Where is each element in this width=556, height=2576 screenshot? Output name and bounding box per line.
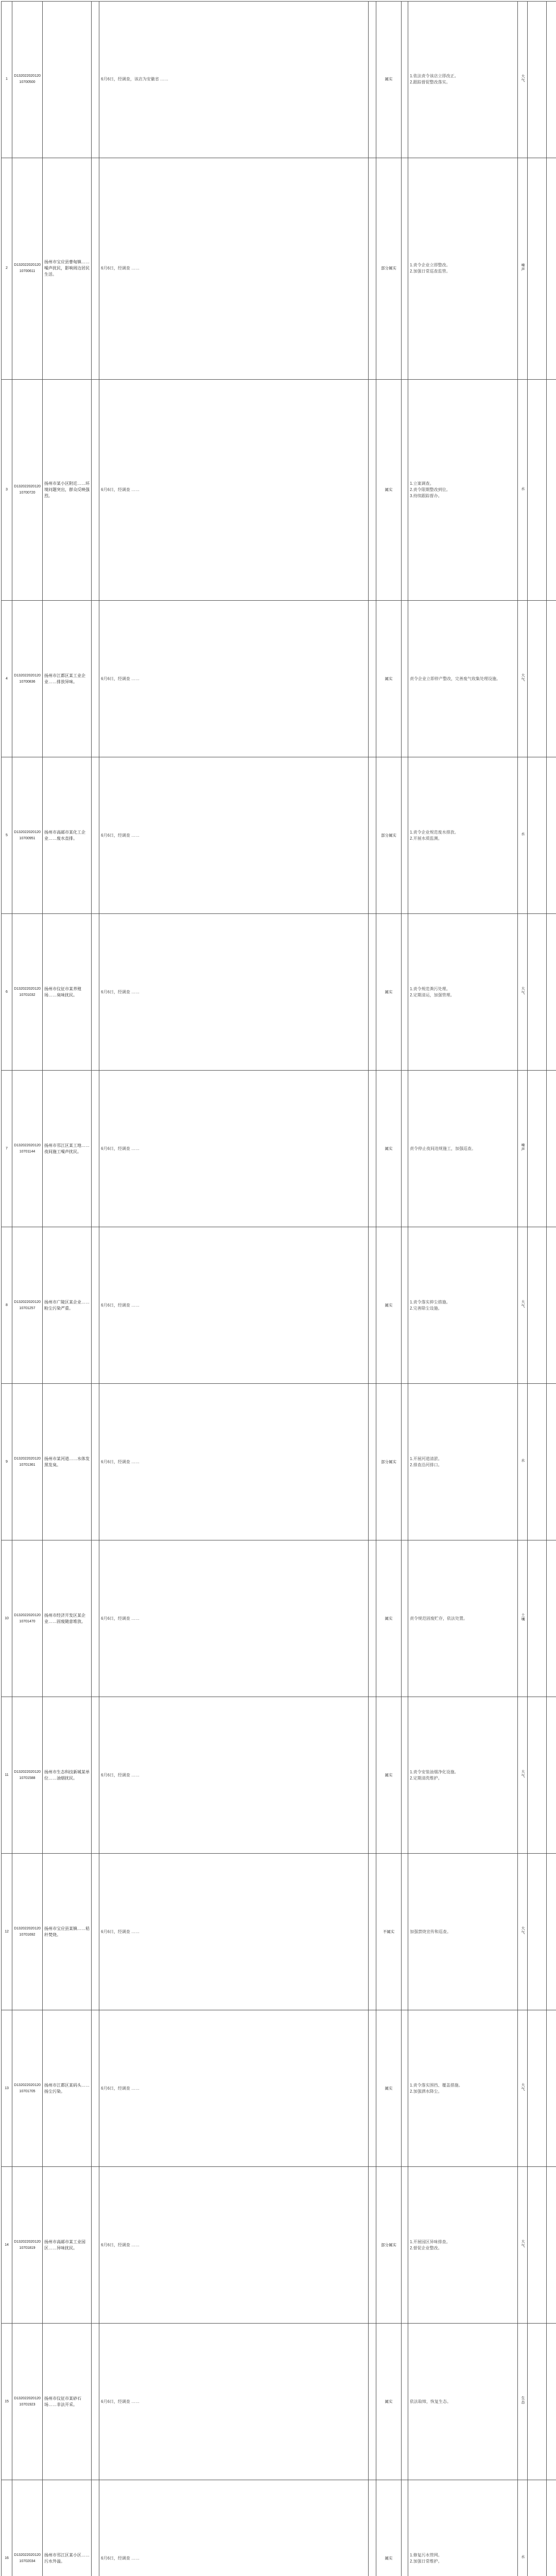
investigation-process: 6月6日，经调查 …… — [99, 2324, 369, 2480]
pollution-category: 噪声 — [518, 1071, 528, 1227]
row-number: 7 — [2, 1071, 12, 1227]
investigation-result: 部分属实 — [376, 1384, 402, 1540]
complaint-subject — [43, 2, 92, 158]
pollution-category: 大气 — [518, 1697, 528, 1854]
blank-cell — [402, 2010, 408, 2167]
handling-measures: 加强禁烧宣传和巡查。 — [408, 1854, 518, 2010]
blank-cell — [92, 2480, 99, 2576]
blank-cell — [369, 1384, 376, 1540]
blank-cell — [92, 2324, 99, 2480]
investigation-process: 6月6日，经调查 …… — [99, 2480, 369, 2576]
blank-cell — [547, 2324, 556, 2480]
table-row — [2, 1071, 556, 1227]
case-id: D13202202012010700836 — [12, 601, 43, 757]
investigation-process: 6月6日，经调查 …… — [99, 379, 369, 601]
complaint-subject: 扬州市广陵区某企业……粉尘污染严重。 — [43, 1227, 92, 1384]
pollution-category: 土壤 — [518, 1540, 528, 1697]
blank-cell — [369, 1697, 376, 1854]
investigation-result: 属实 — [376, 1227, 402, 1384]
table-row — [2, 914, 556, 1071]
blank-cell — [528, 601, 547, 757]
complaint-subject: 扬州市高邮市某工业园区……异味扰民。 — [43, 2167, 92, 2324]
handling-measures: 1.依法责令该店立即改正。 2.跟踪督促整改落实。 — [408, 2, 518, 158]
blank-cell — [528, 379, 547, 601]
complaint-subject: 扬州市江都区某码头……扬尘污染。 — [43, 2010, 92, 2167]
blank-cell — [402, 2167, 408, 2324]
case-id: D13202202012010701257 — [12, 1227, 43, 1384]
blank-cell — [402, 1384, 408, 1540]
blank-cell — [369, 2010, 376, 2167]
table-row — [2, 1384, 556, 1540]
blank-cell — [528, 2480, 547, 2576]
handling-measures: 1.责令企业规范废水排放。 2.开展水质监测。 — [408, 757, 518, 914]
blank-cell — [547, 379, 556, 601]
blank-cell — [402, 1071, 408, 1227]
blank-cell — [92, 914, 99, 1071]
handling-measures: 1.开展河道清淤。 2.排查沿河排口。 — [408, 1384, 518, 1540]
blank-cell — [547, 2480, 556, 2576]
blank-cell — [402, 2, 408, 158]
investigation-process: 6月6日，经调查 …… — [99, 1384, 369, 1540]
blank-cell — [547, 1071, 556, 1227]
pollution-category: 噪声 — [518, 158, 528, 379]
complaint-subject: 扬州市经济开发区某企业……固废随意堆放。 — [43, 1540, 92, 1697]
handling-measures: 1.开展园区异味排查。 2.督促企业整改。 — [408, 2167, 518, 2324]
row-number: 10 — [2, 1540, 12, 1697]
blank-cell — [92, 379, 99, 601]
table-row — [2, 2167, 556, 2324]
investigation-process: 6月6日，经调查 …… — [99, 2010, 369, 2167]
blank-cell — [92, 1697, 99, 1854]
case-id: D13202202012010700611 — [12, 158, 43, 379]
blank-cell — [528, 2167, 547, 2324]
blank-cell — [369, 2, 376, 158]
pollution-category: 水 — [518, 2480, 528, 2576]
blank-cell — [92, 2167, 99, 2324]
complaint-subject: 扬州市仪征市某砂石场……非法开采。 — [43, 2324, 92, 2480]
case-id: D13202202012010700951 — [12, 757, 43, 914]
blank-cell — [92, 1854, 99, 2010]
case-id: D13202202012010701705 — [12, 2010, 43, 2167]
complaint-subject: 扬州市江都区某工业企业……排放异味。 — [43, 601, 92, 757]
pollution-category: 水 — [518, 1384, 528, 1540]
blank-cell — [547, 1697, 556, 1854]
row-number: 4 — [2, 601, 12, 757]
blank-cell — [402, 379, 408, 601]
pollution-category: 大气 — [518, 2, 528, 158]
blank-cell — [92, 1227, 99, 1384]
pollution-category: 大气 — [518, 914, 528, 1071]
blank-cell — [369, 2480, 376, 2576]
investigation-process: 6月6日，经调查 …… — [99, 1697, 369, 1854]
case-id: D13202202012010701144 — [12, 1071, 43, 1227]
investigation-process: 6月6日，经调查 …… — [99, 1540, 369, 1697]
handling-measures: 1.责令落实抑尘措施。 2.完善除尘设施。 — [408, 1227, 518, 1384]
blank-cell — [547, 1854, 556, 2010]
blank-cell — [528, 2010, 547, 2167]
table-row — [2, 2, 556, 158]
table-row — [2, 1854, 556, 2010]
case-id: D13202202012010701361 — [12, 1384, 43, 1540]
table-row — [2, 379, 556, 601]
pollution-category: 水 — [518, 757, 528, 914]
blank-cell — [547, 757, 556, 914]
investigation-result: 部分属实 — [376, 757, 402, 914]
handling-measures: 1.立案调查。 2.责令限期整改到位。 3.持续跟踪督办。 — [408, 379, 518, 601]
investigation-result: 属实 — [376, 2, 402, 158]
blank-cell — [402, 601, 408, 757]
complaint-subject: 扬州市生态科技新城某单位……油烟扰民。 — [43, 1697, 92, 1854]
handling-measures: 责令停止夜间违规施工，加强巡查。 — [408, 1071, 518, 1227]
blank-cell — [528, 757, 547, 914]
blank-cell — [547, 1227, 556, 1384]
case-id: D13202202012010702034 — [12, 2480, 43, 2576]
investigation-process: 6月6日，经调查 …… — [99, 1854, 369, 2010]
blank-cell — [92, 1540, 99, 1697]
row-number: 2 — [2, 158, 12, 379]
case-id: D13202202012010701588 — [12, 1697, 43, 1854]
blank-cell — [92, 1384, 99, 1540]
case-id: D13202202012010701923 — [12, 2324, 43, 2480]
blank-cell — [528, 158, 547, 379]
investigation-result: 部分属实 — [376, 158, 402, 379]
investigation-result: 属实 — [376, 2324, 402, 2480]
handling-measures: 依法取缔，恢复生态。 — [408, 2324, 518, 2480]
case-id: D13202202012010701692 — [12, 1854, 43, 2010]
investigation-result: 属实 — [376, 1697, 402, 1854]
investigation-process: 6月6日，经调查，该店为安徽省 …… — [99, 2, 369, 158]
row-number: 12 — [2, 1854, 12, 2010]
investigation-process: 6月6日，经调查 …… — [99, 1227, 369, 1384]
blank-cell — [547, 158, 556, 379]
row-number: 16 — [2, 2480, 12, 2576]
blank-cell — [528, 1854, 547, 2010]
blank-cell — [547, 1384, 556, 1540]
table-row — [2, 2480, 556, 2576]
blank-cell — [528, 1227, 547, 1384]
blank-cell — [402, 914, 408, 1071]
investigation-result: 属实 — [376, 2010, 402, 2167]
blank-cell — [369, 1071, 376, 1227]
investigation-process: 6月6日，经调查 …… — [99, 601, 369, 757]
handling-measures: 1.责令安装油烟净化设施。 2.定期清洗维护。 — [408, 1697, 518, 1854]
blank-cell — [528, 1540, 547, 1697]
pollution-category: 大气 — [518, 2167, 528, 2324]
row-number: 11 — [2, 1697, 12, 1854]
handling-measures: 1.责令落实围挡、覆盖措施。 2.加强洒水降尘。 — [408, 2010, 518, 2167]
case-id: D13202202012010701819 — [12, 2167, 43, 2324]
blank-cell — [547, 1540, 556, 1697]
table-row — [2, 1540, 556, 1697]
investigation-result: 属实 — [376, 1071, 402, 1227]
row-number: 15 — [2, 2324, 12, 2480]
blank-cell — [528, 1071, 547, 1227]
handling-measures: 责令企业立即停产整改，完善废气收集处理设施。 — [408, 601, 518, 757]
table-row — [2, 158, 556, 379]
blank-cell — [92, 2010, 99, 2167]
complaint-subject: 扬州市邗江区某小区……污水外溢。 — [43, 2480, 92, 2576]
row-number: 13 — [2, 2010, 12, 2167]
table-row — [2, 1697, 556, 1854]
blank-cell — [528, 1697, 547, 1854]
handling-measures: 责令规范固废贮存，依法处置。 — [408, 1540, 518, 1697]
investigation-process: 6月6日，经调查 …… — [99, 2167, 369, 2324]
blank-cell — [547, 2, 556, 158]
blank-cell — [92, 757, 99, 914]
case-id: D13202202012010700720 — [12, 379, 43, 601]
blank-cell — [528, 1384, 547, 1540]
blank-cell — [369, 2167, 376, 2324]
complaint-subject: 扬州市某小区附近……环境问题突出，群众反映强烈。 — [43, 379, 92, 601]
blank-cell — [402, 2480, 408, 2576]
blank-cell — [528, 2, 547, 158]
row-number: 3 — [2, 379, 12, 601]
blank-cell — [402, 158, 408, 379]
table-row — [2, 1227, 556, 1384]
pollution-category: 大气 — [518, 1227, 528, 1384]
investigation-result: 属实 — [376, 601, 402, 757]
handling-measures: 1.责令规范粪污处理。 2.定期清运，加强管理。 — [408, 914, 518, 1071]
handling-measures: 1.修复污水管网。 2.加强日常维护。 — [408, 2480, 518, 2576]
complaint-subject: 扬州市宝应县曹甸镇……噪声扰民，影响周边居民生活。 — [43, 158, 92, 379]
complaint-subject: 扬州市宝应县某镇……秸秆焚烧。 — [43, 1854, 92, 2010]
complaint-subject: 扬州市仪征市某养殖场……臭味扰民。 — [43, 914, 92, 1071]
blank-cell — [369, 757, 376, 914]
investigation-result: 属实 — [376, 1540, 402, 1697]
blank-cell — [92, 158, 99, 379]
complaint-table — [1, 1, 556, 2576]
complaint-subject: 扬州市邗江区某工地……夜间施工噪声扰民。 — [43, 1071, 92, 1227]
blank-cell — [402, 757, 408, 914]
blank-cell — [547, 601, 556, 757]
table-row — [2, 2324, 556, 2480]
investigation-result: 不属实 — [376, 1854, 402, 2010]
investigation-process: 6月6日，经调查 …… — [99, 1071, 369, 1227]
blank-cell — [369, 601, 376, 757]
investigation-result: 部分属实 — [376, 2167, 402, 2324]
investigation-process: 6月6日，经调查 …… — [99, 914, 369, 1071]
blank-cell — [369, 158, 376, 379]
blank-cell — [92, 601, 99, 757]
complaint-subject: 扬州市某河道……水体发黑发臭。 — [43, 1384, 92, 1540]
pollution-category: 生态 — [518, 2324, 528, 2480]
blank-cell — [369, 914, 376, 1071]
row-number: 5 — [2, 757, 12, 914]
blank-cell — [369, 1227, 376, 1384]
row-number: 8 — [2, 1227, 12, 1384]
row-number: 6 — [2, 914, 12, 1071]
blank-cell — [369, 2324, 376, 2480]
blank-cell — [369, 379, 376, 601]
blank-cell — [547, 2167, 556, 2324]
blank-cell — [369, 1854, 376, 2010]
blank-cell — [402, 1540, 408, 1697]
pollution-category: 大气 — [518, 1854, 528, 2010]
row-number: 1 — [2, 2, 12, 158]
pollution-category: 水 — [518, 379, 528, 601]
case-id: D13202202012010701032 — [12, 914, 43, 1071]
case-id: D13202202012010700500 — [12, 2, 43, 158]
table-row — [2, 601, 556, 757]
blank-cell — [92, 2, 99, 158]
investigation-result: 属实 — [376, 914, 402, 1071]
blank-cell — [547, 2010, 556, 2167]
investigation-result: 属实 — [376, 379, 402, 601]
blank-cell — [402, 1697, 408, 1854]
blank-cell — [402, 1227, 408, 1384]
blank-cell — [528, 914, 547, 1071]
investigation-result: 属实 — [376, 2480, 402, 2576]
row-number: 14 — [2, 2167, 12, 2324]
blank-cell — [369, 1540, 376, 1697]
table-row — [2, 2010, 556, 2167]
complaint-subject: 扬州市高邮市某化工企业……废水直排。 — [43, 757, 92, 914]
blank-cell — [528, 2324, 547, 2480]
investigation-process: 6月6日，经调查 …… — [99, 757, 369, 914]
pollution-category: 大气 — [518, 2010, 528, 2167]
pollution-category: 大气 — [518, 601, 528, 757]
blank-cell — [402, 1854, 408, 2010]
handling-measures: 1.责令企业立即整改。 2.加强日常巡查监管。 — [408, 158, 518, 379]
blank-cell — [92, 1071, 99, 1227]
row-number: 9 — [2, 1384, 12, 1540]
case-id: D13202202012010701470 — [12, 1540, 43, 1697]
blank-cell — [547, 914, 556, 1071]
table-row — [2, 757, 556, 914]
blank-cell — [402, 2324, 408, 2480]
investigation-process: 6月6日，经调查 …… — [99, 158, 369, 379]
